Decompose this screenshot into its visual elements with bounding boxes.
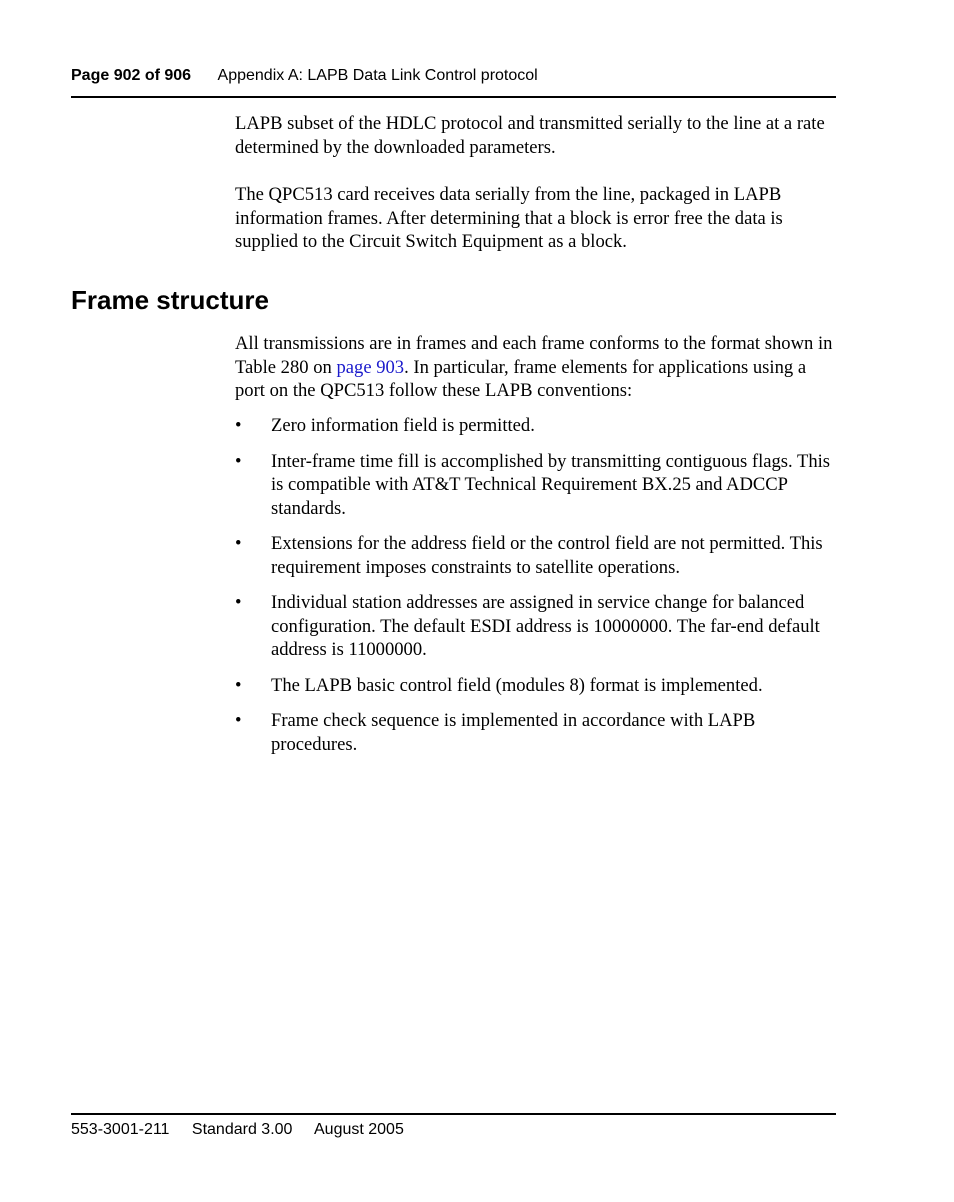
bullet-icon: • bbox=[235, 450, 242, 472]
section-heading: Frame structure bbox=[71, 285, 269, 315]
list-item-text: Individual station addresses are assigned in service change for balanced configuration. The default ESDI address is 10000000. The far-end default address is 11000000. bbox=[271, 592, 820, 660]
list-item bbox=[235, 532, 835, 579]
bullet-icon: • bbox=[235, 533, 242, 554]
chapter-title: Appendix A: LAPB Data Link Control protocol bbox=[217, 67, 538, 84]
paragraph-text-end: . In particular, frame elements for applications using a port on the QPC513 follow these LAPB conventions: bbox=[235, 356, 807, 401]
list-item-text: Inter-frame time fill is accomplished by transmitting contiguous flags. This is compatible with AT&T Technical Requirement BX.25 and ADCCP standards. bbox=[271, 450, 831, 519]
list-item-text: Extensions for the address field or the control field are not permitted. This requirement imposes constraints to satellite operations. bbox=[271, 533, 823, 578]
bullet-icon: • bbox=[235, 674, 242, 696]
page-header bbox=[71, 66, 836, 98]
list-item bbox=[235, 709, 835, 756]
bullet-icon: • bbox=[235, 710, 242, 731]
intro-paragraph-2: The QPC513 card receives data serially from the line, packaged in LAPB information frames. After determining that a block is error free the data is supplied to the Circuit Switch Equipment as a block. bbox=[235, 184, 783, 252]
page-number: Page 902 of 906 bbox=[71, 67, 192, 84]
conventions-list bbox=[235, 414, 835, 768]
list-item-text: Zero information field is permitted. bbox=[271, 415, 535, 436]
list-item-text: The LAPB basic control field (modules 8) format is implemented. bbox=[271, 674, 763, 696]
paragraph-text-start: All transmissions are in frames and each frame conforms to the format shown in Table 280 on bbox=[235, 333, 833, 378]
intro-paragraph-1: LAPB subset of the HDLC protocol and transmitted serially to the line at a rate determined by the downloaded parameters. bbox=[235, 113, 825, 158]
document-number: 553-3001-211 bbox=[71, 1121, 170, 1138]
standard-version: Standard 3.00 bbox=[191, 1121, 293, 1138]
bullet-icon: • bbox=[235, 415, 242, 436]
list-item bbox=[235, 674, 835, 698]
list-item bbox=[235, 450, 835, 521]
list-item bbox=[235, 591, 835, 662]
section-paragraph bbox=[235, 332, 837, 403]
page-footer bbox=[71, 1113, 836, 1140]
bullet-icon: • bbox=[235, 592, 242, 613]
publication-date: August 2005 bbox=[314, 1121, 404, 1138]
list-item-text: Frame check sequence is implemented in accordance with LAPB procedures. bbox=[271, 710, 756, 755]
page-903-link[interactable]: page 903 bbox=[336, 356, 405, 378]
list-item bbox=[235, 414, 835, 438]
